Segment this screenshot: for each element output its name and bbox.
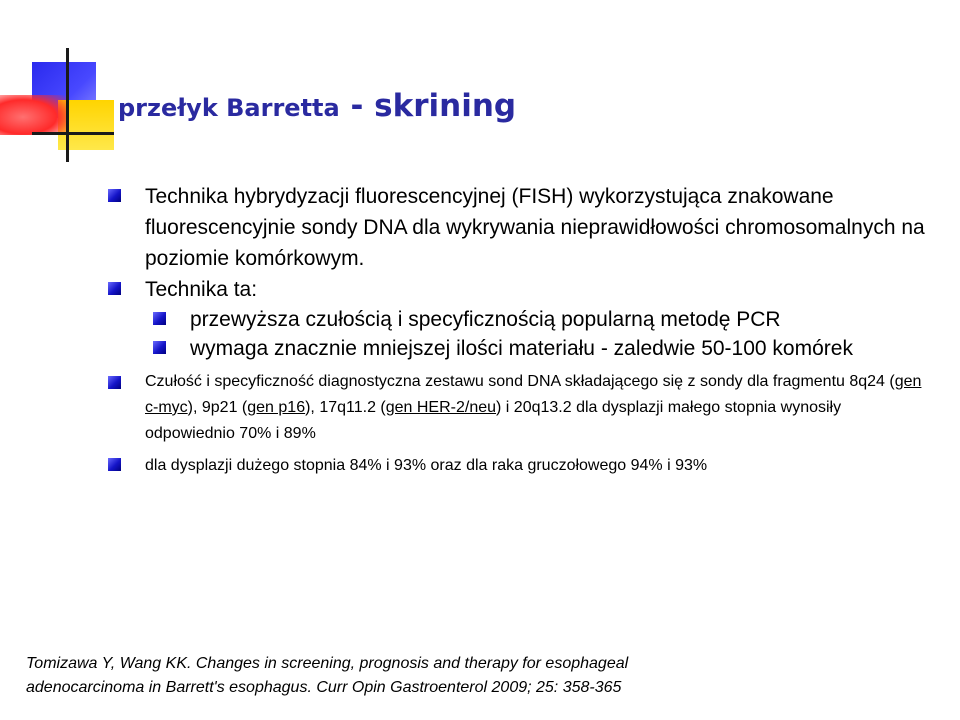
bullet-czulosc	[108, 369, 928, 447]
subbullet-material-text: wymaga znacznie mniejszej ilości materiału - zaledwie 50-100 komórek	[190, 337, 853, 360]
logo-vertical-line	[66, 48, 69, 162]
subbullet-pcr	[153, 305, 928, 334]
slide-content	[108, 181, 928, 481]
slide-title	[118, 88, 516, 124]
bullet-dysplazja	[108, 451, 928, 481]
text-segment: Czułość i specyficzność diagnostyczna zestawu sond DNA składającego się z sondy dla fragmentu 8q24 (	[145, 373, 895, 390]
gene-p16: gen p16	[247, 399, 306, 416]
reference-line-1: Tomizawa Y, Wang KK. Changes in screening, prognosis and therapy for esophageal	[26, 655, 629, 672]
bullet-fish	[108, 181, 928, 274]
reference-line-2: adenocarcinoma in Barrett's esophagus. Curr Opin Gastroenterol 2009; 25: 358-365	[26, 679, 622, 696]
decorative-logo	[0, 0, 120, 170]
gene-her2-neu: gen HER-2/neu	[385, 399, 497, 416]
reference-citation	[26, 652, 926, 700]
bullet-square-icon	[108, 189, 121, 202]
bullet-square-icon	[153, 341, 166, 354]
subbullet-pcr-text: przewyższa czułością i specyficznością popularną metodę PCR	[190, 308, 781, 331]
bullet-technika-text: Technika ta:	[145, 278, 258, 301]
bullet-technika	[108, 274, 928, 305]
bullet-square-icon	[153, 312, 166, 325]
bullet-dysplazja-text: dla dysplazji dużego stopnia 84% i 93% oraz dla raka gruczołowego 94% i 93%	[145, 457, 708, 474]
subbullet-material	[153, 334, 928, 363]
bullet-fish-text: Technika hybrydyzacji fluorescencyjnej (FISH) wykorzystująca znakowane fluorescencyjnie sondy DNA dla wykrywania nieprawidłowości chromosomalnych na poziomie komórkowym.	[145, 185, 925, 270]
bullet-square-icon	[108, 376, 121, 389]
bullet-czulosc-text	[145, 373, 921, 442]
text-segment: ), 9p21 (	[187, 399, 248, 416]
logo-red-square	[0, 95, 66, 135]
gene-c-myc: gen c-myc	[145, 373, 922, 416]
text-segment: ), 17q11.2 (	[305, 399, 386, 416]
bullet-square-icon	[108, 282, 121, 295]
bullet-square-icon	[108, 458, 121, 471]
logo-horizontal-line	[32, 132, 114, 135]
text-segment: ) i 20q13.2 dla dysplazji małego stopnia wynosiły odpowiednio 70% i 89%	[145, 399, 842, 442]
title-part-2: - skrining	[339, 88, 517, 124]
title-part-1: przełyk Barretta	[118, 94, 340, 122]
